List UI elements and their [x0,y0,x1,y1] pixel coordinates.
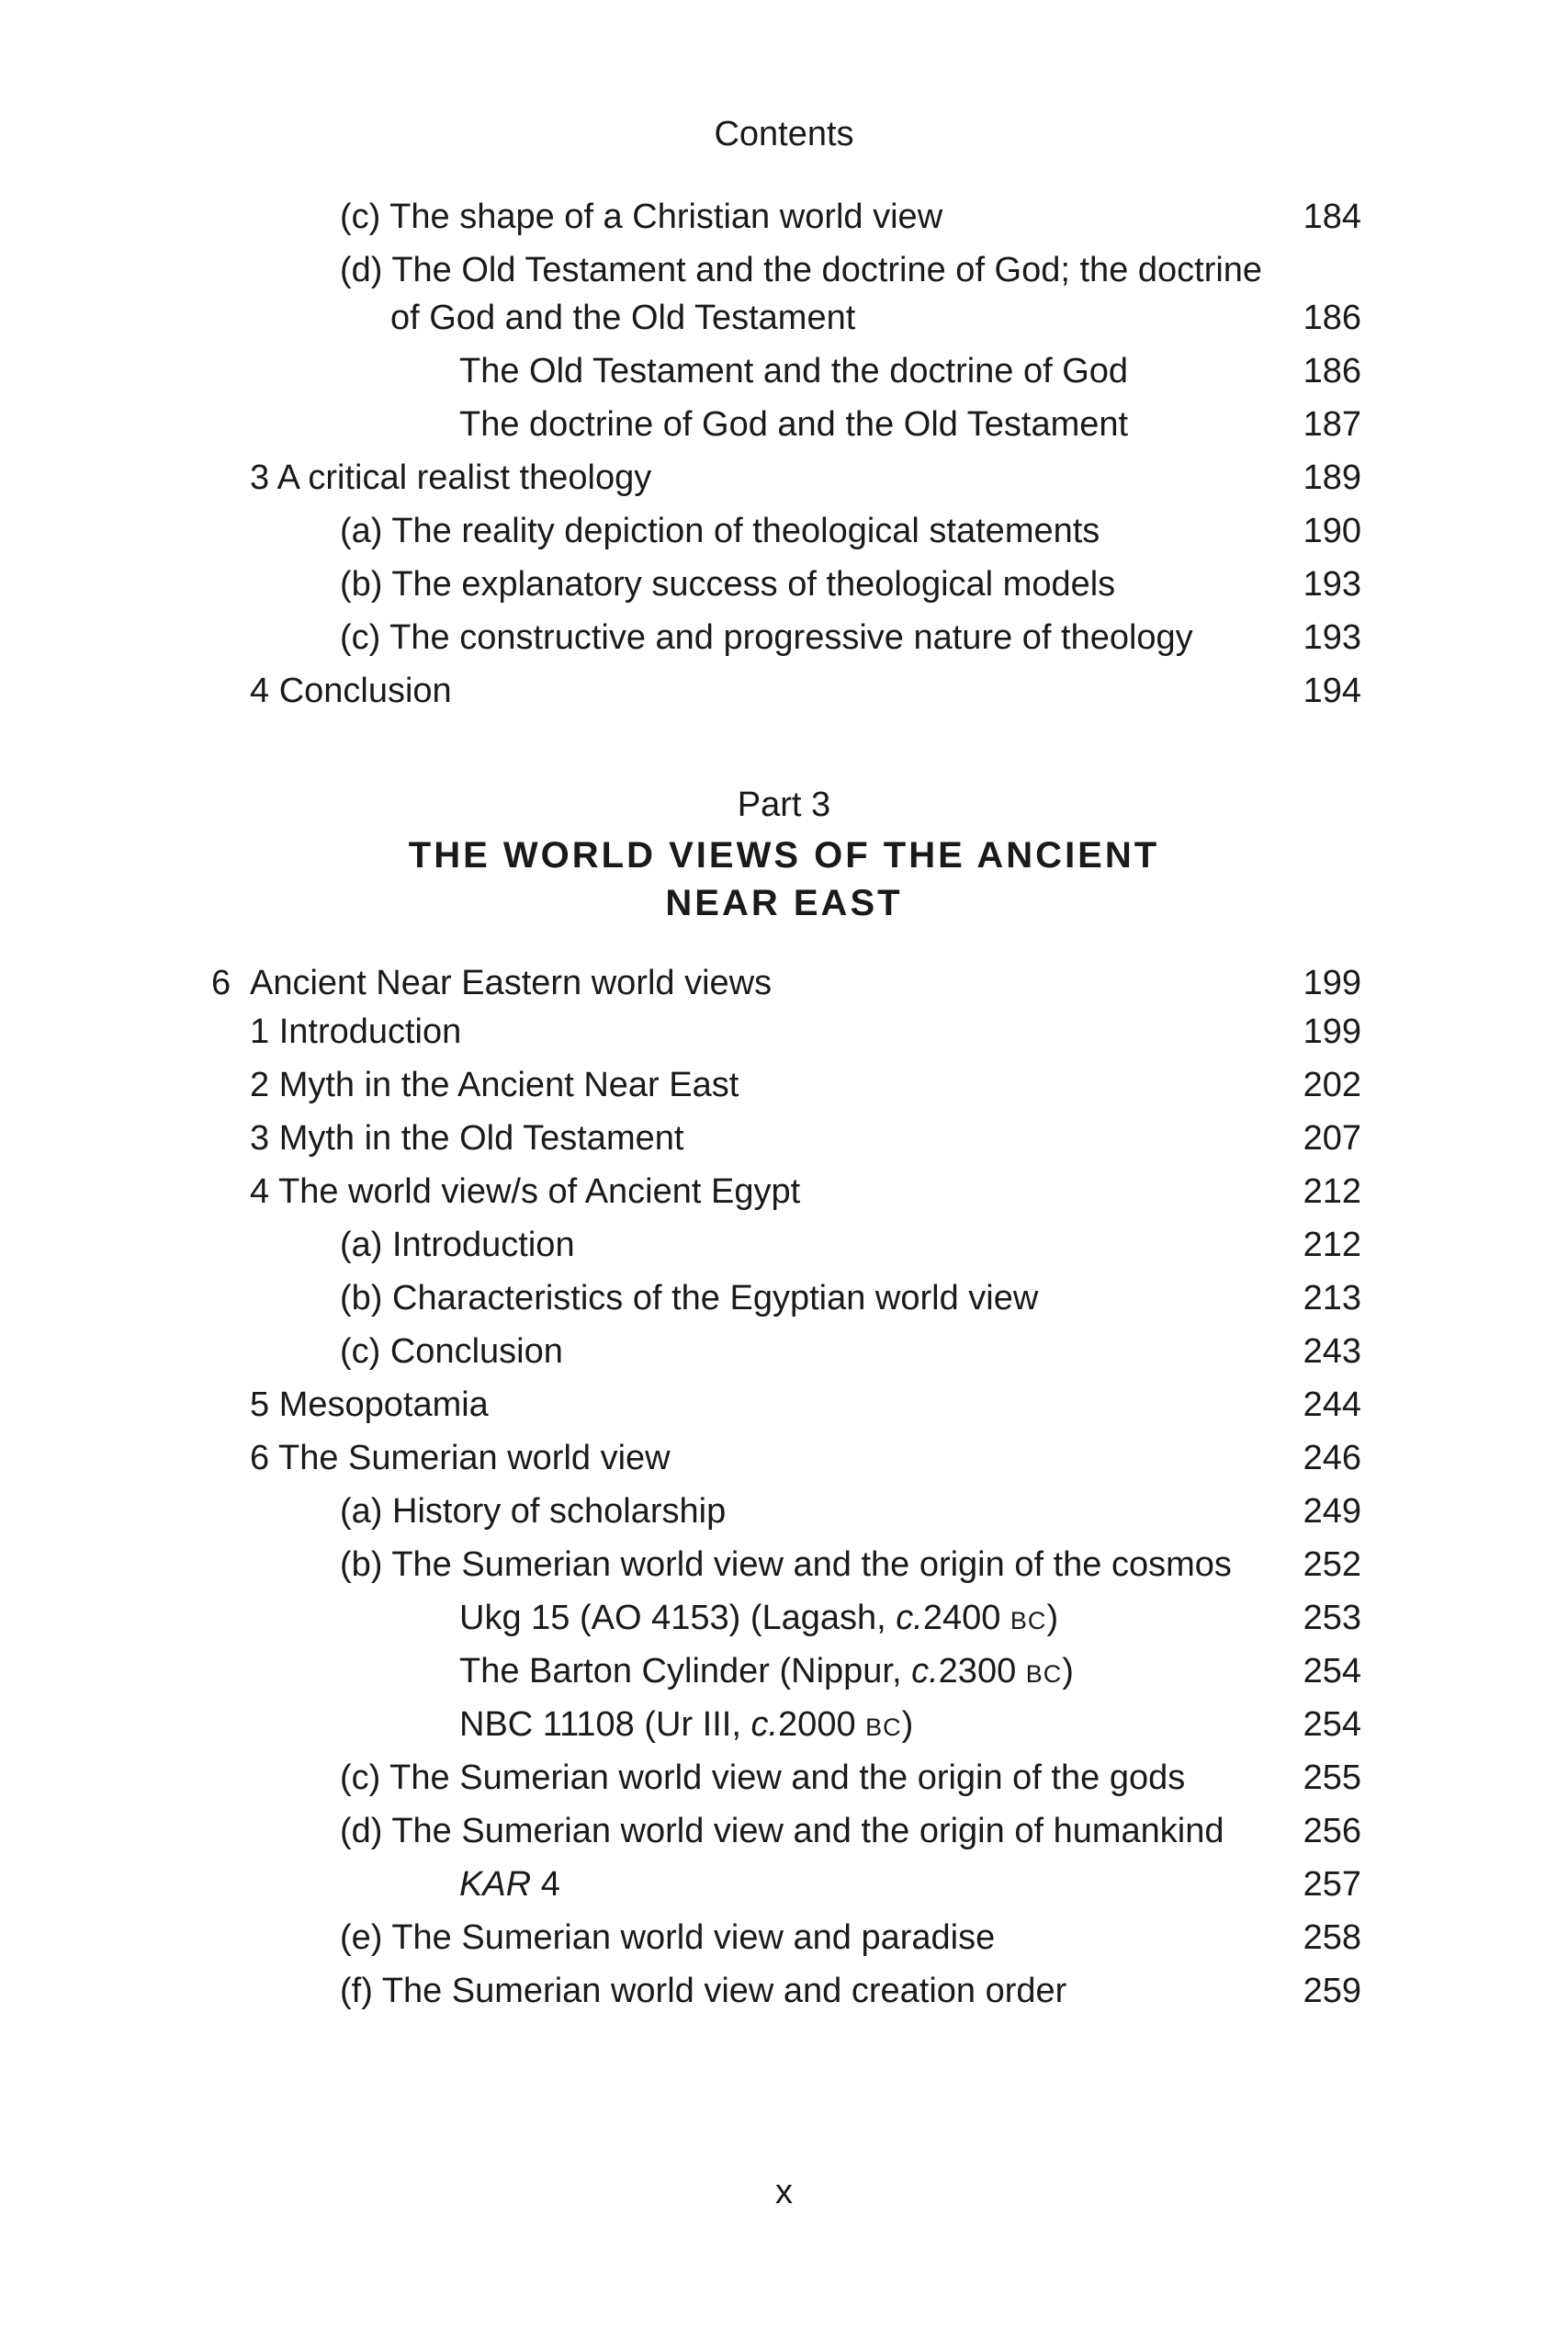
toc-entry [0,1538,1568,1591]
toc-entry [0,1698,1568,1751]
toc-entry-title-italic: KAR [459,1865,532,1904]
toc-entry-page: 213 [1303,1279,1361,1317]
toc-entry [0,1751,1568,1804]
toc-entry [0,1378,1568,1431]
toc-entry [0,664,1568,718]
toc-entry-title-pre: The Barton Cylinder (Nippur, [459,1652,912,1690]
toc-entry-title: (c) The Sumerian world view and the origin of the gods [340,1758,1186,1797]
toc-entry-page: 254 [1303,1705,1361,1744]
toc-entry-title: (e) The Sumerian world view and paradise [340,1918,996,1957]
toc-entry [0,1964,1568,2018]
toc-entry-title: (d) The Sumerian world view and the origin of humankind [340,1812,1224,1850]
toc-entry [0,345,1568,398]
toc-entry-title: (b) The explanatory success of theological models [340,565,1116,604]
toc-entry-page: 256 [1303,1812,1361,1850]
toc-entry-title: 1 Introduction [250,1012,462,1051]
part-title-line1: THE WORLD VIEWS OF THE ANCIENT [408,835,1160,876]
toc-entry-title-mid: 2000 [778,1705,866,1744]
toc-entry-page: 202 [1303,1066,1361,1104]
toc-entry-title: (b) Characteristics of the Egyptian world view [340,1279,1039,1317]
toc-entry [0,1858,1568,1911]
toc-entry [0,558,1568,611]
toc-entry-title: (d) The Old Testament and the doctrine of God; the doctrine [340,251,1263,289]
toc-entry [0,243,1568,297]
toc-entry-page: 244 [1303,1385,1361,1424]
part-title [0,831,1568,927]
toc-entry-title: 3 A critical realist theology [250,458,652,497]
toc-entry-title: of God and the Old Testament [390,299,856,337]
toc-entry-page: 257 [1303,1865,1361,1904]
toc-entry [0,1804,1568,1858]
toc-entry-page: 243 [1303,1332,1361,1371]
toc-entry-title: 4 The world view/s of Ancient Egypt [250,1172,801,1211]
toc-entry-title-italic: c. [911,1652,939,1690]
toc-entry-page: 184 [1303,198,1361,236]
toc-entry-title: 6 The Sumerian world view [250,1439,671,1477]
toc-entry-title-smallcaps: BC [865,1713,902,1741]
toc-entry-page: 193 [1303,618,1361,657]
toc-entry [0,1112,1568,1165]
toc-entry [0,1165,1568,1218]
chapter-entry [0,956,1568,1010]
toc-entry-title: (b) The Sumerian world view and the origin of the cosmos [340,1545,1232,1584]
toc-entry-page: 190 [1303,512,1361,550]
toc-entry-title [459,1591,1058,1647]
toc-entry-title: (c) Conclusion [340,1332,563,1371]
toc-entry [0,611,1568,664]
toc-entry-title: The Old Testament and the doctrine of God [459,352,1129,390]
toc-entry-page: 255 [1303,1758,1361,1797]
toc-entry-title-post: ) [1062,1652,1074,1690]
toc-entry-page: 212 [1303,1226,1361,1264]
toc-entry-title: The doctrine of God and the Old Testament [459,405,1129,444]
toc-entry-page: 212 [1303,1172,1361,1211]
toc-entry-title-mid: 2400 [922,1599,1010,1637]
toc-entry-title: (a) History of scholarship [340,1492,727,1531]
toc-entry [0,451,1568,504]
toc-entry [0,190,1568,243]
toc-entry [0,1325,1568,1378]
toc-entry-title-mid: 2300 [938,1652,1026,1690]
toc-entry-title: 5 Mesopotamia [250,1385,489,1424]
toc-entry-title: (a) The reality depiction of theological statements [340,512,1100,550]
toc-entry-title: (c) The shape of a Christian world view [340,198,943,236]
toc-entry [0,1431,1568,1485]
toc-entry-title-post: ) [1046,1599,1059,1637]
toc-entry-page: 207 [1303,1119,1361,1158]
toc-entry-page: 193 [1303,565,1361,604]
toc-entry-title [459,1698,913,1754]
toc-entry [0,1218,1568,1272]
toc-entry-title-pre: NBC 11108 (Ur III, [459,1705,751,1744]
toc-entry-page: 252 [1303,1545,1361,1584]
chapter-number: 6 [211,964,231,1002]
toc-entry-page: 186 [1303,352,1361,390]
part-title-line2: NEAR EAST [665,883,903,923]
toc-entry-page: 199 [1303,1012,1361,1051]
toc-entry [0,398,1568,451]
toc-entry [0,291,1568,345]
toc-entry [0,1645,1568,1698]
toc-entry-title [459,1645,1074,1701]
toc-entry-page: 187 [1303,405,1361,444]
toc-entry-page: 249 [1303,1492,1361,1531]
toc-entry-title: 3 Myth in the Old Testament [250,1119,684,1158]
running-head: Contents [714,115,854,153]
toc-entry-title: (c) The constructive and progressive nature of theology [340,618,1193,657]
chapter-title: Ancient Near Eastern world views [250,964,773,1002]
toc-entry-page: 258 [1303,1918,1361,1957]
toc-entry-title: (a) Introduction [340,1226,575,1264]
toc-entry-title-post: ) [901,1705,914,1744]
toc-entry [0,1591,1568,1645]
toc-entry-title-post: 4 [531,1865,560,1904]
toc-entry [0,504,1568,558]
toc-entry [0,1058,1568,1112]
toc-entry-title: 2 Myth in the Ancient Near East [250,1066,739,1104]
toc-entry [0,1485,1568,1538]
chapter-page: 199 [1303,964,1361,1002]
toc-entry-page: 194 [1303,672,1361,710]
toc-entry-title-italic: c. [896,1599,923,1637]
toc-entry-title: 4 Conclusion [250,672,452,710]
toc-entry [0,1272,1568,1325]
toc-entry-page: 186 [1303,299,1361,337]
toc-entry-page: 259 [1303,1972,1361,2010]
folio: x [775,2173,793,2211]
toc-entry [0,1005,1568,1058]
toc-entry-title-smallcaps: BC [1010,1607,1047,1634]
toc-entry-title-smallcaps: BC [1025,1660,1063,1688]
toc-entry [0,1911,1568,1964]
toc-entry-title-pre: Ukg 15 (AO 4153) (Lagash, [459,1599,897,1637]
toc-entry-title: (f) The Sumerian world view and creation order [340,1972,1067,2010]
toc-entry-page: 253 [1303,1599,1361,1637]
toc-entry-page: 189 [1303,458,1361,497]
toc-entry-title [459,1858,560,1911]
toc-entry-title-italic: c. [750,1705,779,1744]
part-label: Part 3 [737,786,831,824]
toc-entry-page: 246 [1303,1439,1361,1477]
toc-entry-page: 254 [1303,1652,1361,1690]
